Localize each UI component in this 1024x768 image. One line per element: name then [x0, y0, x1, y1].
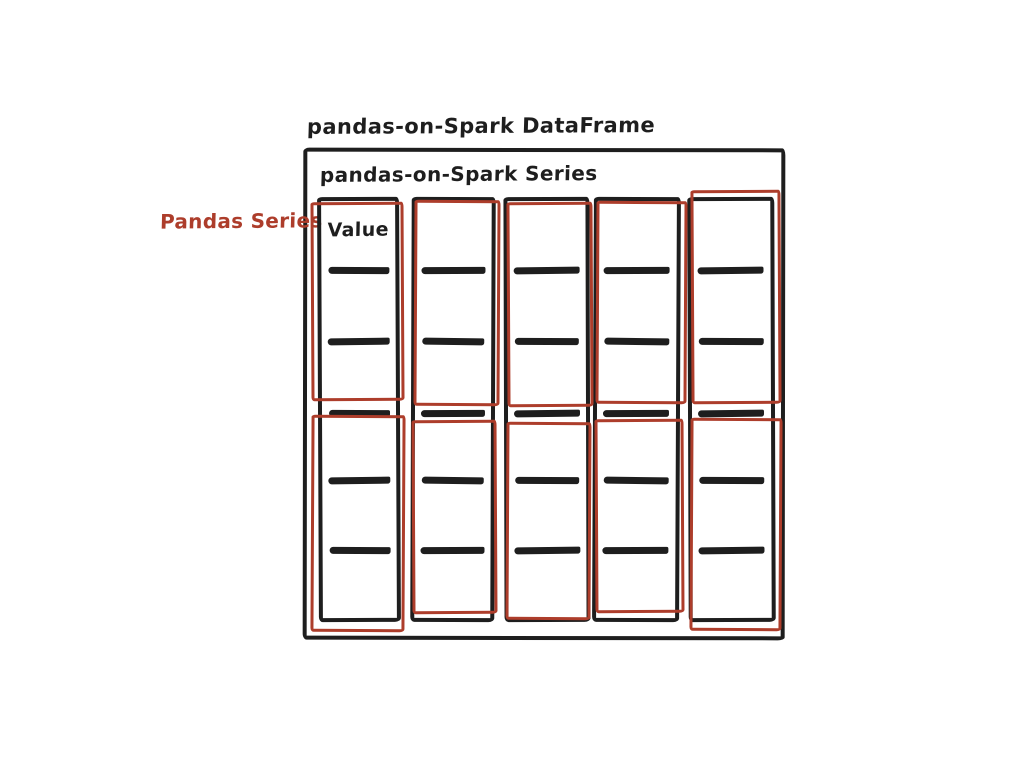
pandas-series-label: Pandas Series — [159, 208, 323, 234]
pandas-series-outline-col5-part1 — [690, 190, 781, 404]
dataframe-title: pandas-on-Spark DataFrame — [306, 113, 656, 139]
pandas-series-outline-col1-part1 — [310, 202, 404, 401]
pandas-series-outline-col3-part1 — [506, 202, 593, 407]
pandas-series-outline-col3-part2 — [505, 422, 591, 620]
pandas-series-outline-col5-part2 — [689, 418, 782, 631]
pandas-series-outline-col1-part2 — [310, 415, 405, 632]
value-row-dash — [603, 410, 669, 417]
value-column-header: Value — [327, 218, 390, 242]
pandas-series-outline-col2-part1 — [413, 200, 500, 406]
pandas-series-outline-col4-part2 — [594, 419, 684, 613]
pandas-on-spark-series-label: pandas-on-Spark Series — [319, 161, 598, 187]
value-row-dash — [514, 410, 580, 418]
value-row-dash — [698, 410, 764, 418]
pandas-series-outline-col2-part2 — [411, 420, 497, 614]
value-row-dash — [421, 410, 485, 417]
pandas-series-outline-col4-part1 — [595, 201, 687, 404]
